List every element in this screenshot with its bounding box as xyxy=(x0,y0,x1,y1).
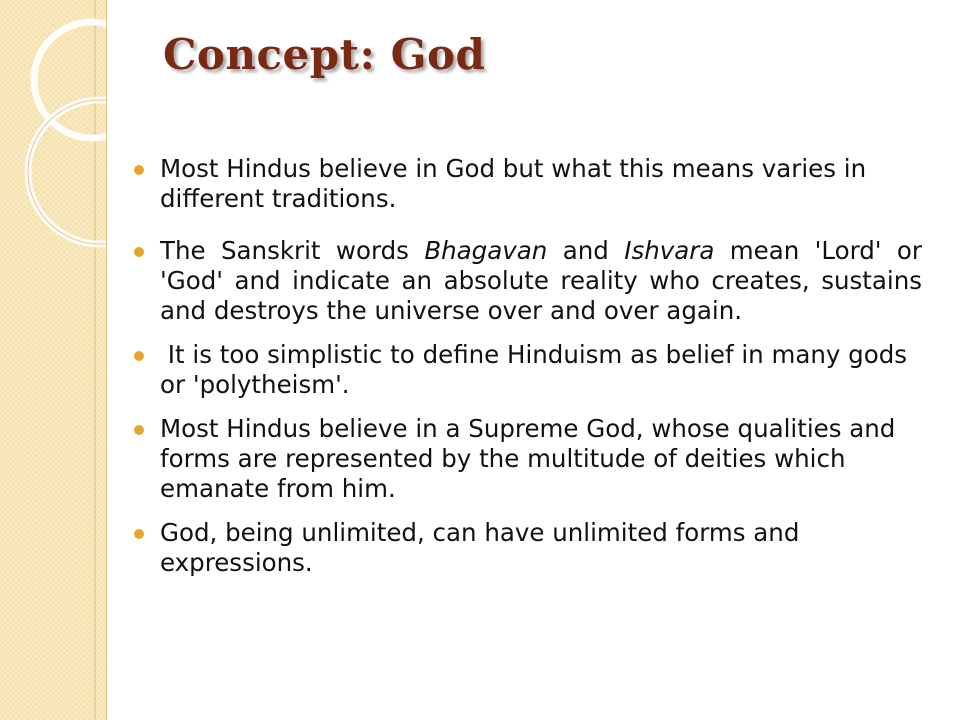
bullet-text: Most Hindus believe in a Supreme God, whose qualities and forms are represented by the multitude of deities which emanate from him. xyxy=(160,414,896,503)
bullet-text: It is too simplistic to define Hinduism as belief in many gods or 'polytheism'. xyxy=(160,340,915,399)
decorative-side-band xyxy=(0,0,107,720)
bullet-text-part: mean 'Lord' or 'God' and indicate an absolute reality who creates, sustains and destroys the universe over and over again. xyxy=(160,236,922,325)
bullet-dot-icon xyxy=(134,351,144,361)
bullet-list xyxy=(132,154,922,592)
bullet-item xyxy=(132,518,922,578)
bullet-item xyxy=(132,236,922,326)
decorative-circles-icon xyxy=(0,0,106,260)
slide-title: Concept: God xyxy=(163,30,486,79)
bullet-item xyxy=(132,340,922,400)
bullet-dot-icon xyxy=(134,425,144,435)
bullet-item xyxy=(132,414,922,504)
bullet-item xyxy=(132,154,922,214)
bullet-dot-icon xyxy=(134,247,144,257)
bullet-text: God, being unlimited, can have unlimited forms and expressions. xyxy=(160,518,800,577)
bullet-dot-icon xyxy=(134,529,144,539)
sanskrit-term: Bhagavan xyxy=(424,236,548,265)
bullet-text-part: The Sanskrit words xyxy=(160,236,425,265)
bullet-dot-icon xyxy=(134,165,144,175)
bullet-text-part: and xyxy=(547,236,625,265)
bullet-text: Most Hindus believe in God but what this means varies in different traditions. xyxy=(160,154,867,213)
sanskrit-term: Ishvara xyxy=(624,236,715,265)
